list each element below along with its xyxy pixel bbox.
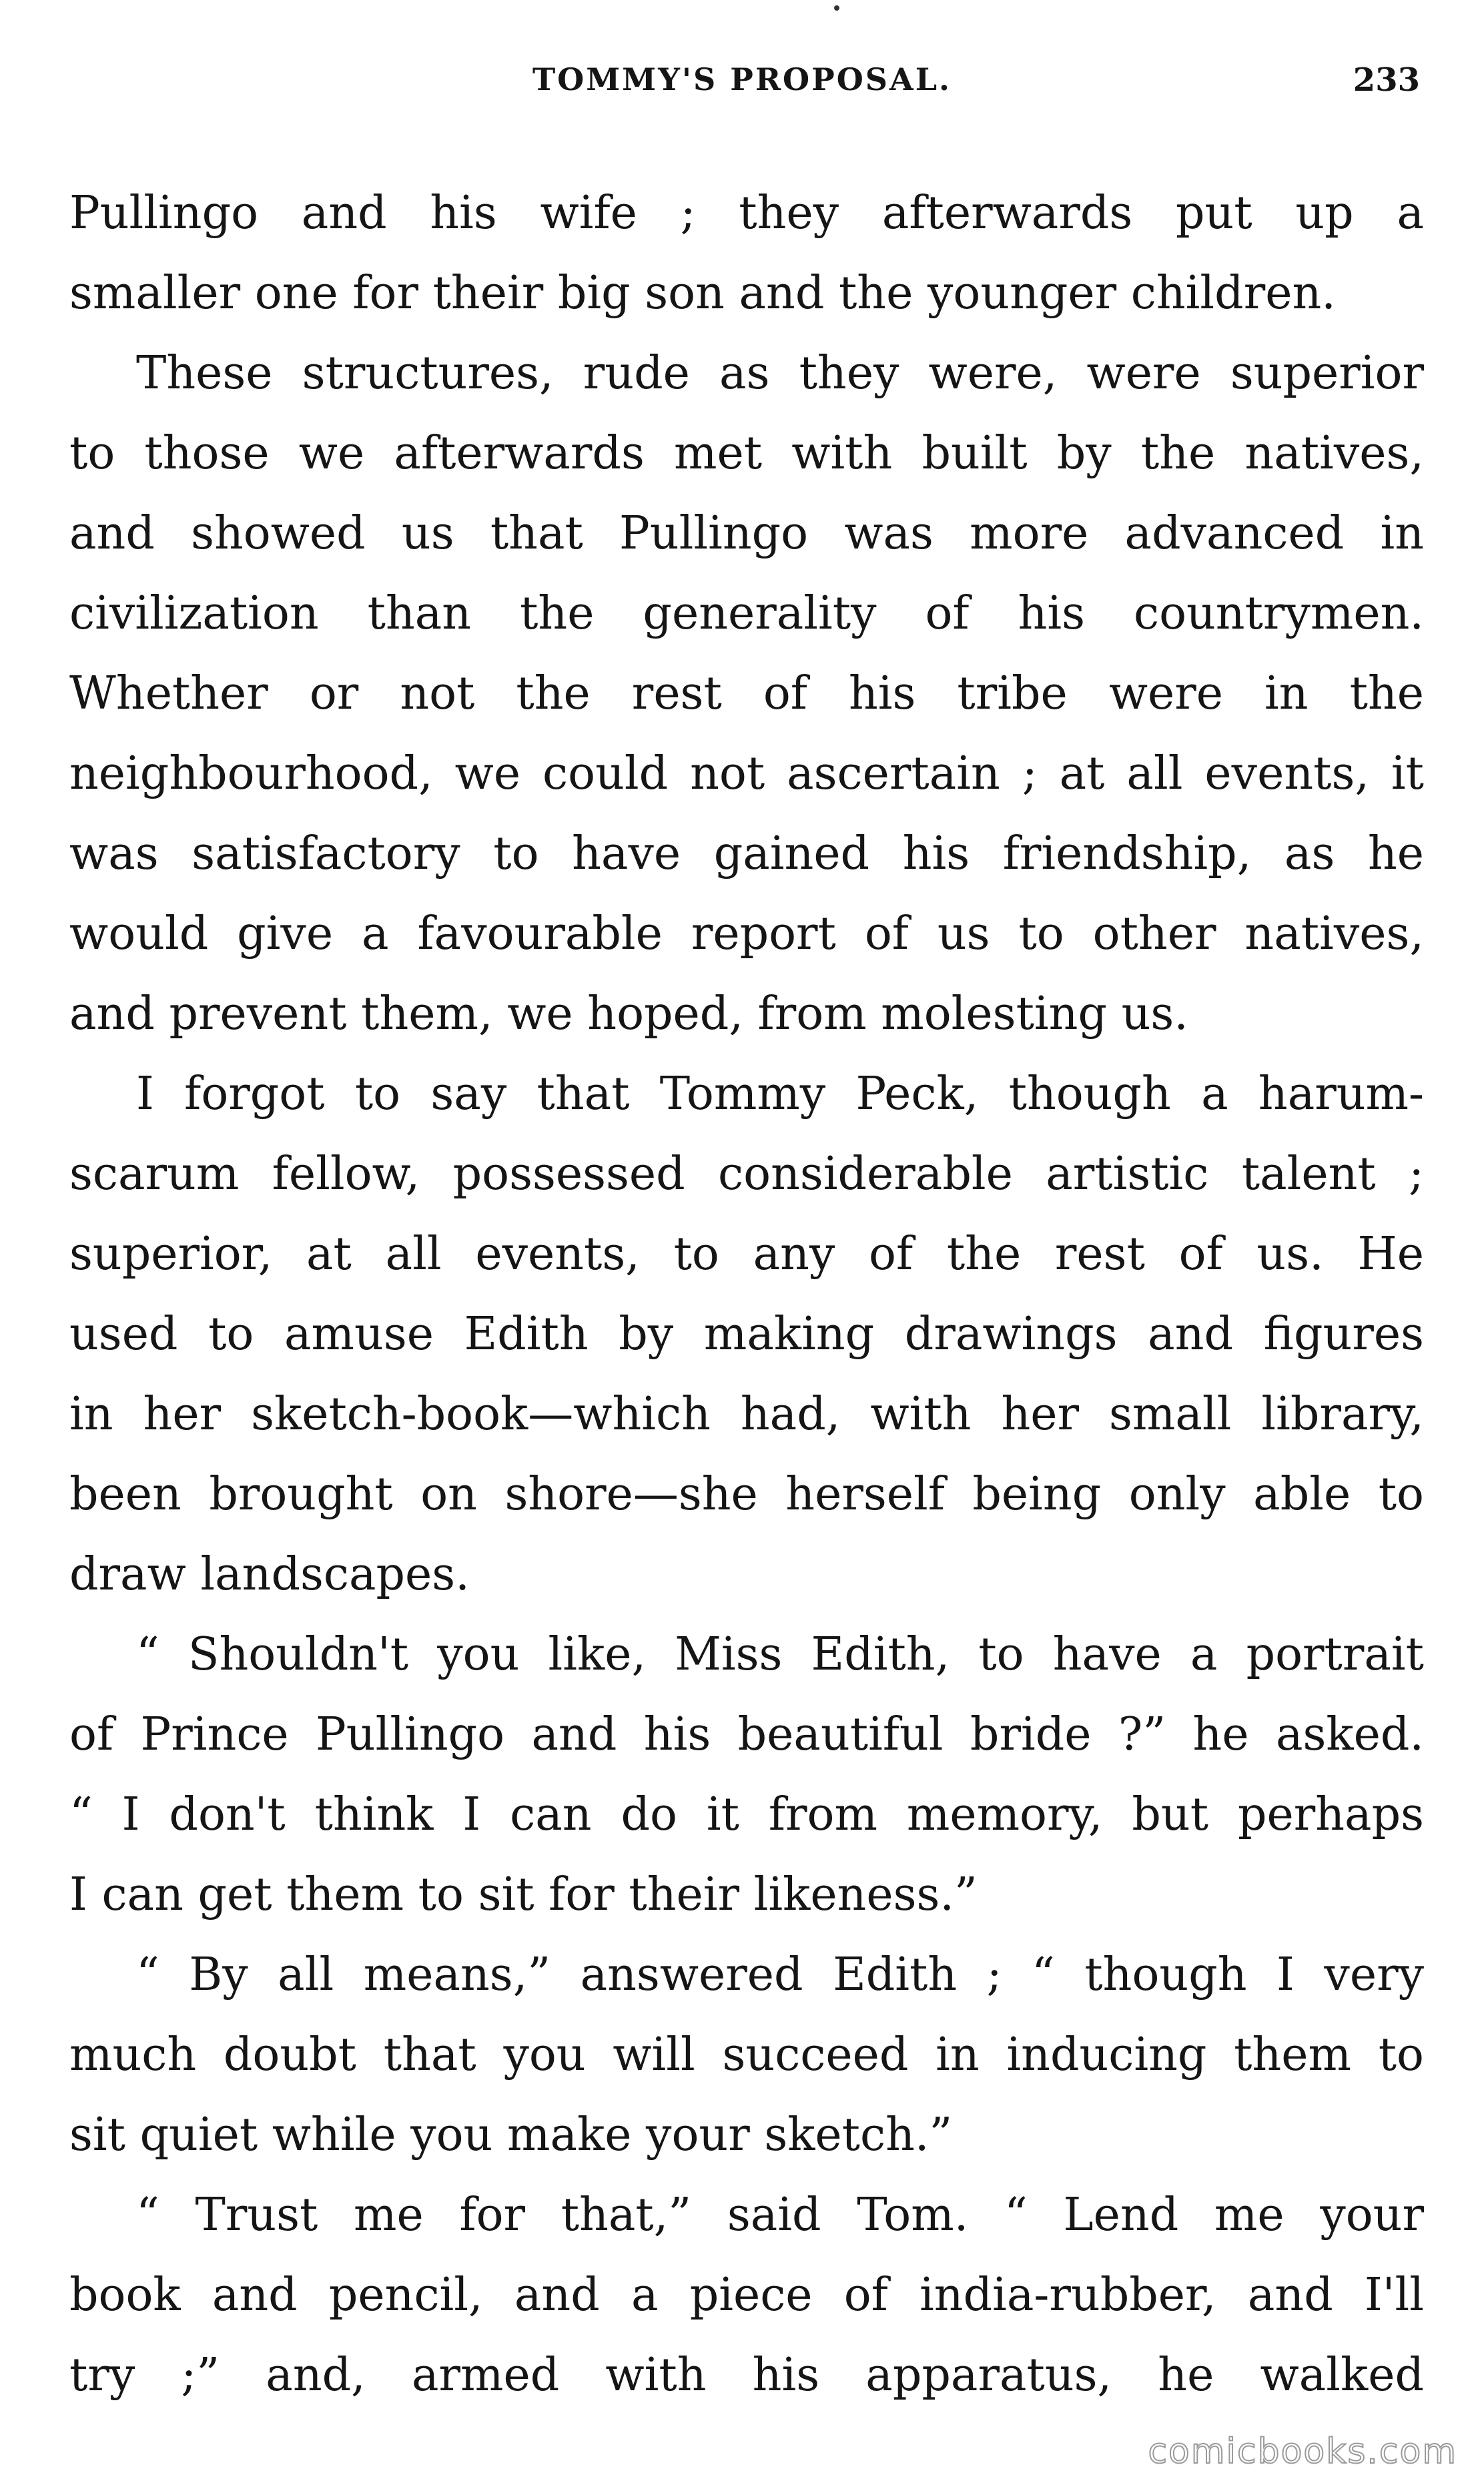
text-line: Whether or not the rest of his tribe were in the: [69, 667, 1424, 720]
text-line: sit quiet while you make your sketch.”: [69, 2109, 953, 2161]
page-number: 233: [1353, 61, 1420, 99]
text-line: These structures, rude as they were, were superior: [136, 347, 1424, 400]
text-line: in her sketch-book—which had, with her small library,: [69, 1388, 1424, 1441]
text-line: “ Trust me for that,” said Tom. “ Lend me your: [136, 2189, 1424, 2241]
text-line: was satisfactory to have gained his friendship, as he: [69, 827, 1424, 880]
print-speck: [834, 5, 839, 11]
body-text: [69, 173, 1424, 2416]
text-line: superior, at all events, to any of the rest of us. He: [69, 1228, 1424, 1281]
text-line: would give a favourable report of us to other natives,: [69, 908, 1424, 960]
text-line: to those we afterwards met with built by the natives,: [69, 427, 1424, 480]
text-line: civilization than the generality of his countrymen.: [69, 587, 1424, 640]
text-line: and prevent them, we hoped, from molesting us.: [69, 988, 1188, 1040]
text-line: “ I don't think I can do it from memory, but perhaps: [69, 1788, 1424, 1841]
text-line: “ Shouldn't you like, Miss Edith, to have a portrait: [136, 1628, 1424, 1681]
text-line: I can get them to sit for their likeness.”: [69, 1868, 978, 1921]
text-line: scarum fellow, possessed considerable artistic talent ;: [69, 1148, 1424, 1200]
text-line: Pullingo and his wife ; they afterwards put up a: [69, 187, 1424, 240]
text-line: try ;” and, armed with his apparatus, he walked: [69, 2349, 1424, 2402]
text-line: and showed us that Pullingo was more advanced in: [69, 507, 1424, 560]
text-line: smaller one for their big son and the younger children.: [69, 267, 1336, 320]
text-line: of Prince Pullingo and his beautiful bride ?” he asked.: [69, 1708, 1424, 1761]
watermark: comicbooks.com: [1148, 2432, 1457, 2472]
text-line: used to amuse Edith by making drawings and figures: [69, 1308, 1424, 1361]
text-line: book and pencil, and a piece of india-rubber, and I'll: [69, 2269, 1424, 2322]
running-title: TOMMY'S PROPOSAL.: [532, 61, 952, 97]
text-line: much doubt that you will succeed in inducing them to: [69, 2029, 1424, 2081]
text-line: been brought on shore—she herself being only able to: [69, 1468, 1424, 1521]
running-header: [0, 53, 1484, 120]
text-line: I forgot to say that Tommy Peck, though a harum-: [136, 1068, 1424, 1120]
text-line: draw landscapes.: [69, 1548, 470, 1601]
text-line: neighbourhood, we could not ascertain ; at all events, it: [69, 747, 1424, 800]
text-line: “ By all means,” answered Edith ; “ though I very: [136, 1948, 1424, 2001]
